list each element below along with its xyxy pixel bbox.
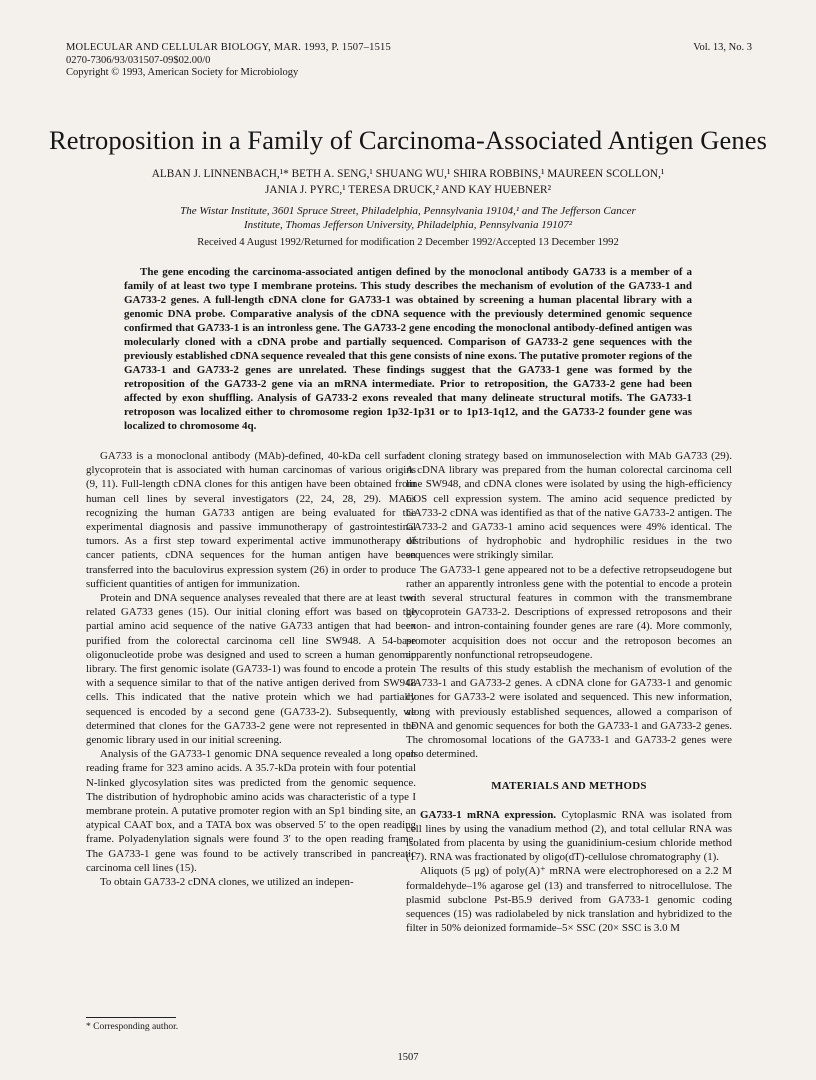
footnote-rule <box>86 1017 176 1018</box>
right-column <box>406 449 732 936</box>
intro-paragraph: Protein and DNA sequence analyses revealed that there are at least two related GA733 genes (15). Our initial cloning effort was based on the partial amino acid sequence of the native GA733 antigen that had been purified from the colorectal carcinoma cell line SW948. A 54-base oligonucleotide probe was designed and used to screen a human genomic library. The first genomic isolate (GA733-1) was found to encode a protein with a sequence similar to that of the native antigen derived from SW948 cells. This indicated that the native protein which we had partially sequenced is encoded by a second gene (GA733-2). Subsequently, we determined that clones for the GA733-2 gene were not represented in the genomic library used in our initial screening. <box>86 592 416 747</box>
journal-citation: MOLECULAR AND CELLULAR BIOLOGY, MAR. 1993, P. 1507–1515 <box>66 42 391 53</box>
section-heading: MATERIALS AND METHODS <box>491 780 647 793</box>
intro-paragraph: To obtain GA733-2 cDNA clones, we utilized an indepen- <box>100 876 354 889</box>
intro-paragraph: dent cloning strategy based on immunoselection with MAb GA733 (29). A cDNA library was prepared from the human colorectal carcinoma cell line SW948, and cDNA clones were isolated by using the high-efficiency COS cell expression system. The amino acid sequence predicted by GA733-2 cDNA was identified as that of the native GA733-2 antigen. The GA733-2 and GA733-1 amino acid sequences were 49% identical. The distributions of hydrophobic and hydrophilic residues in the two sequences were strikingly similar. <box>406 450 732 562</box>
affiliations <box>100 204 716 232</box>
author-line: ALBAN J. LINNENBACH,¹* BETH A. SENG,¹ SHUANG WU,¹ SHIRA ROBBINS,¹ MAUREEN SCOLLON,¹ <box>151 168 665 180</box>
author-line: JANIA J. PYRC,¹ TERESA DRUCK,² AND KAY HUEBNER² <box>265 184 551 196</box>
abstract: The gene encoding the carcinoma-associated antigen defined by the monoclonal antibody GA733 is a member of a family of at least two type I membrane proteins. This study describes the mechanism of evolution of the GA733-1 and GA733-2 genes. A full-length cDNA clone for GA733-1 was obtained by screening a human placental library with a genomic DNA probe. Comparative analysis of the cDNA sequence with the previously determined genomic sequence confirmed that GA733-1 is an intronless gene. The GA733-2 gene encoding the monoclonal antibody-defined antigen was molecularly cloned with a cDNA probe and partially sequenced. Comparison of GA733-2 gene sequences with the previously established cDNA sequence revealed that this gene consists of nine exons. The putative promoter regions of the GA733-1 and GA733-2 genes are unrelated. These findings suggest that the GA733-1 gene was formed by the retroposition of the GA733-2 gene via an mRNA intermediate. Prior to retroposition, the GA733-2 gene had been affected by exon shuffling. Analysis of GA733-2 exons revealed that many delineate structural motifs. The GA733-1 retroposon was localized either to chromosome region 1p32-1p31 or to 1p13-1q12, and the GA733-2 founder gene was localized to chromosome 4q. <box>124 266 692 432</box>
run-in-heading: GA733-1 mRNA expression. <box>420 808 556 821</box>
intro-paragraph: GA733 is a monoclonal antibody (MAb)-defined, 40-kDa cell surface glycoprotein that is associated with human carcinomas of various origins (9, 11). Full-length cDNA clones for this antigen have been obtained from human cell lines by several investigators (22, 24, 28, 29). MAbs recognizing the human GA733 antigen are being evaluated for the experimental diagnosis and passive immunotherapy of gastrointestinal tumors. As a first step toward experimental active immunotherapy of cancer patients, cDNA sequences for the human antigen have been transferred into the baculovirus expression system (26) in order to produce sufficient quantities of antigen for immunization. <box>86 450 416 590</box>
intro-paragraph: Analysis of the GA733-1 genomic DNA sequence revealed a long open reading frame for 323 amino acids. A 35.7-kDa protein with four potential N-linked glycosylation sites was predicted from the genomic sequence. The distribution of hydrophobic amino acids was characteristic of a type I membrane protein. A putative promoter region with an Sp1 binding site, an atypical CAAT box, and a TATA box was observed 5′ to the open reading frame. Polyadenylation signals were found 3′ to the open reading frame. The GA733-1 gene was found to be actively transcribed in pancreatic carcinoma cell lines (15). <box>86 748 416 874</box>
author-list <box>100 166 716 198</box>
article-title: Retroposition in a Family of Carcinoma-Associated Antigen Genes <box>49 125 767 155</box>
copyright-line: Copyright © 1993, American Society for Microbiology <box>66 67 299 78</box>
received-dates: Received 4 August 1992/Returned for modification 2 December 1992/Accepted 13 December 1992 <box>197 237 619 248</box>
methods-paragraph <box>406 808 732 865</box>
page-number: 1507 <box>397 1052 419 1063</box>
affiliation-line: The Wistar Institute, 3601 Spruce Street, Philadelphia, Pennsylvania 19104,¹ and The Jefferson Cancer <box>180 205 636 217</box>
methods-paragraph: Aliquots (5 μg) of poly(A)⁺ mRNA were electrophoresed on a 2.2 M formaldehyde–1% agarose gel (13) and transferred to nitrocellulose. The plasmid subclone Pst-B5.9 derived from GA733-1 genomic coding sequences (15) was radiolabeled by nick translation and hybridized to the filter in 50% deionized formamide–5× SSC (20× SSC is 3.0 M <box>406 865 732 935</box>
issn-line: 0270-7306/93/031507-09$02.00/0 <box>66 54 211 66</box>
intro-paragraph: The results of this study establish the mechanism of evolution of the GA733-1 and GA733-2 genes. A cDNA clone for GA733-1 and genomic clones for GA733-2 were isolated and sequenced. This new information, along with previously established sequences, allowed a comparison of cDNA and genomic sequences for both the GA733-1 and GA733-2 genes. The chromosomal locations of the GA733-1 and GA733-2 genes were also determined. <box>406 663 732 761</box>
running-header <box>66 42 391 80</box>
footnote: * Corresponding author. <box>86 1022 179 1032</box>
volume-issue: Vol. 13, No. 3 <box>693 42 752 53</box>
methods-text: Cytoplasmic RNA was isolated from cell lines by using the vanadium method (2), and total cellular RNA was isolated from placenta by using the guanidinium-cesium chloride method (17). RNA was fractionated by oligo(dT)-cellulose chromatography (1). <box>406 808 732 864</box>
intro-paragraph: The GA733-1 gene appeared not to be a defective retropseudogene but rather an apparently intronless gene with the potential to encode a protein with several structural features in common with the transmembrane glycoprotein GA733-2. Descriptions of expressed retroposons and their exon- and intron-containing founder genes are rare (4). More commonly, promoter acquisition does not occur and the retroposon becomes an apparently nonfunctional retropseudogene. <box>406 563 732 661</box>
affiliation-line: Institute, Thomas Jefferson University, Philadelphia, Pennsylvania 19107² <box>243 219 573 231</box>
left-column <box>86 449 416 889</box>
